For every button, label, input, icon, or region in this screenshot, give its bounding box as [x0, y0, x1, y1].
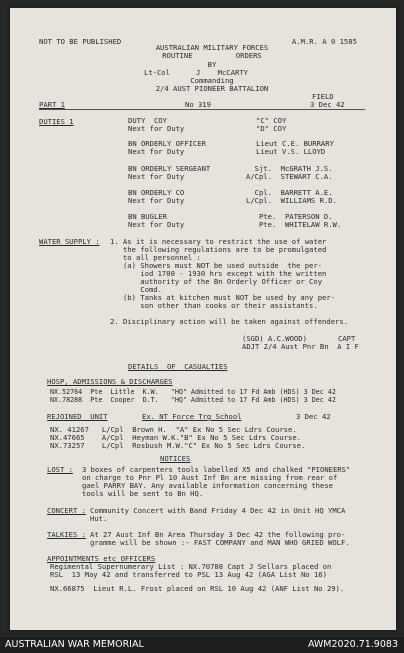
- order-document: [10, 8, 396, 630]
- text-line: authority of the Bn Orderly Officer or Coy: [110, 277, 323, 286]
- header-rule: [39, 109, 365, 110]
- duty-assignee: "C" COY: [256, 116, 287, 125]
- text-line: Regimental Supernumerary List : NX.70788 Capt J Sellars placed on: [50, 562, 332, 571]
- hosp-row: NX.52764 Pte Little K.W. "HQ" Admitted to 17 Fd Amb (HDS) 3 Dec 42: [50, 388, 336, 396]
- duty-assignee: Cpl. BARRETT A.E.: [246, 188, 333, 197]
- document-reference: A.M.R. A 0 1585: [292, 37, 357, 46]
- hosp-heading: HOSP, ADMISSIONS & DISCHARGES: [47, 377, 173, 386]
- text-line: (b) Tanks at kitchen must NOT be used by any per-: [110, 293, 336, 302]
- text-line: NX.66875 Lieut R.L. Frost placed on RSL 10 Aug 42 (ANF List No 29).: [50, 584, 345, 593]
- commander-name: J McCARTY: [196, 68, 248, 77]
- signature-name: (SGD) A.C.WOOD): [242, 334, 307, 343]
- duty-role: Next for Duty: [128, 147, 185, 156]
- text-line: Hut.: [90, 514, 108, 523]
- text-line: son other than cooks or their assistants.: [110, 301, 318, 310]
- duty-role: Next for Duty: [128, 172, 185, 181]
- text-line: (a) Showers must NOT be used outside the per-: [110, 261, 323, 270]
- duty-role: Next for Duty: [128, 124, 185, 133]
- orders-title: ROUTINE ORDERS: [162, 51, 262, 60]
- by-label: BY: [207, 60, 217, 69]
- archive-caption-bar: [0, 637, 404, 653]
- classification-label: NOT TO BE PUBLISHED: [39, 37, 122, 46]
- duty-assignee: Sjt. McGRATH J.S.: [246, 164, 333, 173]
- duty-assignee: A/Cpl. STEWART C.A.: [246, 172, 333, 181]
- rejoined-row: NX.47665 A/Cpl Heyman W.K."B" Ex No 5 Sec Ldrs Course.: [50, 433, 301, 442]
- duty-assignee: L/Cpl. WILLIAMS R.D.: [246, 196, 337, 205]
- text-line: on charge to Pnr Pl 10 Aust Inf Bn are missing from rear of: [82, 473, 338, 482]
- text-line: At 27 Aust Inf Bn Area Thursday 3 Dec 42 the following pro-: [90, 530, 346, 539]
- text-line: 3 boxes of carpenters tools labelled X5 and chalked "PIONEERS": [82, 465, 351, 474]
- commanding-label: Commanding: [190, 76, 234, 85]
- text-line: Comd.: [110, 285, 162, 294]
- rejoined-row: NX.73257 L/Cpl Rosbush M.W."C" Ex No 5 Sec Ldrs Course.: [50, 441, 306, 450]
- organisation-title: AUSTRALIAN MILITARY FORCES: [155, 43, 269, 52]
- text-line: to all personnel :: [110, 253, 201, 262]
- hosp-row: NX.78288 Pte Cooper D.T. "HQ" Admitted to 17 Fd Amb (HDS) 3 Dec 42: [50, 396, 336, 404]
- rejoined-source: Ex. NT Force Trg School: [142, 412, 242, 421]
- duty-assignee: Lieut V.S. LLOYD: [256, 147, 326, 156]
- rejoined-date: 3 Dec 42: [296, 412, 331, 421]
- appointments-label: APPOINTMENTS etc OFFICERS: [47, 554, 156, 563]
- order-date: 3 Dec 42: [310, 100, 345, 109]
- duty-role: Next for Duty: [128, 220, 185, 229]
- duty-role: Next for Duty: [128, 196, 185, 205]
- text-line: gael PARRY BAY. Any available information concerning these: [82, 481, 333, 490]
- notices-heading: NOTICES: [160, 454, 191, 463]
- text-line: Community Concert with Band Friday 4 Dec 42 in Unit HQ YMCA: [90, 506, 346, 515]
- archive-name: AUSTRALIAN WAR MEMORIAL: [5, 639, 144, 650]
- battalion-name: 2/4 AUST PIONEER BATTALION: [155, 84, 269, 93]
- duty-assignee: Pte. PATERSON D.: [246, 212, 333, 221]
- duty-role: BN ORDERLY CO: [128, 188, 185, 197]
- archive-id: AWM2020.71.9083: [307, 639, 398, 650]
- text-line: tools will be sent to Bn HQ.: [82, 489, 204, 498]
- signature-rank: CAPT: [338, 334, 356, 343]
- casualties-heading: DETAILS OF CASUALTIES: [128, 362, 228, 371]
- duty-role: BN ORDERLY SERGEANT: [128, 164, 211, 173]
- order-number: No 319: [185, 100, 211, 109]
- duty-assignee: Lieut C.E. BURRARY: [256, 139, 334, 148]
- talkies-label: TALKIES :: [47, 530, 86, 539]
- duty-assignee: "D" COY: [256, 124, 287, 133]
- text-line: 1. As it is necessary to restrict the use of water: [110, 237, 327, 246]
- duty-role: BN ORDERLY OFFICER: [128, 139, 206, 148]
- rejoined-row: NX. 41267 L/Cpl Brown H. "A" Ex No 5 Sec Ldrs Course.: [50, 425, 297, 434]
- concert-label: CONCERT :: [47, 506, 86, 515]
- rejoined-heading: REJOINED UNIT: [47, 412, 108, 421]
- duty-role: BN BUGLER: [128, 212, 167, 221]
- text-line: the following regulations are to be promulgated: [110, 245, 327, 254]
- part-label: PART 1: [39, 100, 65, 109]
- text-line: RSL 13 May 42 and transferred to PSL 13 Aug 42 (AGA List No 16): [50, 570, 327, 579]
- text-line: 2. Disciplinary action will be taken against offenders.: [110, 317, 348, 326]
- text-line: gramme will be shown :- FAST COMPANY and MAN WHO GRIED WOLF.: [90, 538, 350, 547]
- signature-appointment: ADJT 2/4 Aust Pnr Bn A I F: [242, 342, 359, 351]
- commander-rank: Lt-Col: [144, 68, 170, 77]
- duty-assignee: Pte. WHITELAW R.W.: [246, 220, 342, 229]
- water-supply-heading: WATER SUPPLY :: [39, 237, 100, 246]
- lost-label: LOST :: [47, 465, 73, 474]
- duty-role: DUTY COY: [128, 116, 167, 125]
- text-line: iod 1700 - 1930 hrs except with the written: [110, 269, 327, 278]
- duties-heading: DUTIES 1: [39, 117, 74, 126]
- field-label: FIELD: [312, 92, 334, 101]
